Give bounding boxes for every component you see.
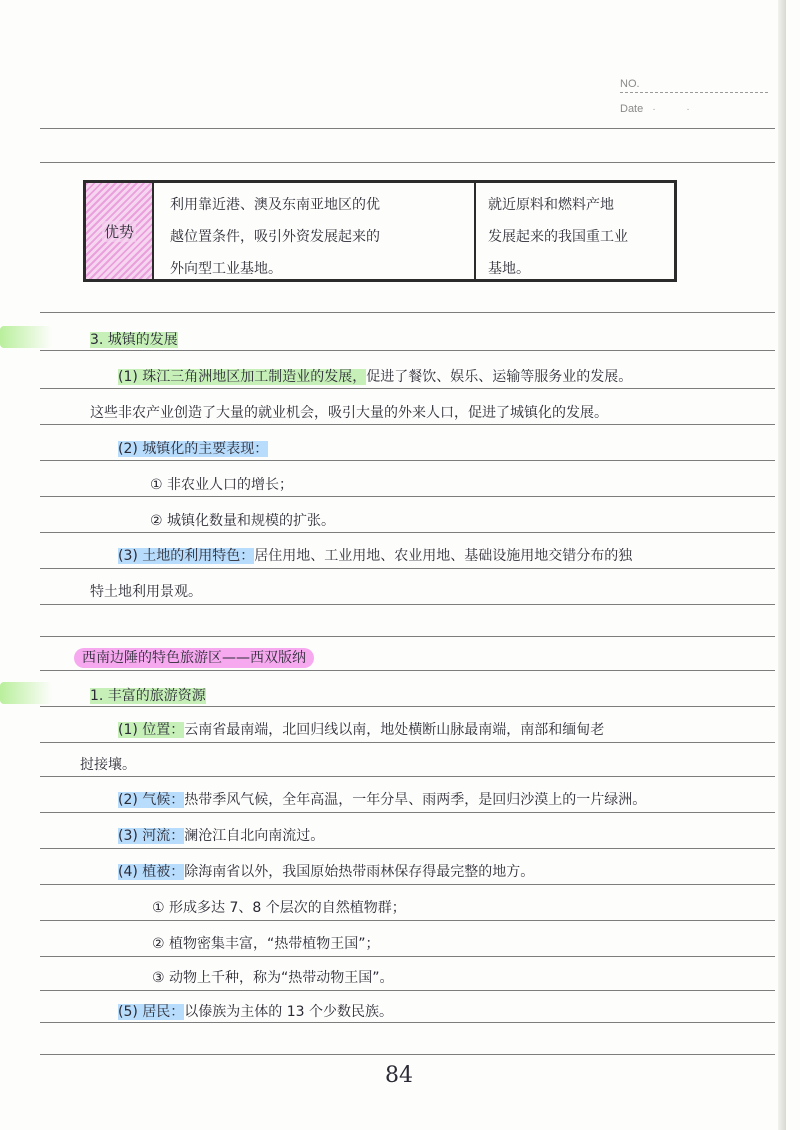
table-text-line: 基地。 [488, 261, 530, 277]
ruled-line [40, 532, 775, 533]
table-text-line: 外向型工业基地。 [170, 261, 282, 277]
list-item: ③ 动物上千种，称为“热带动物王国”。 [152, 970, 394, 986]
comparison-table [83, 180, 677, 282]
highlighter-smear [0, 682, 52, 704]
ruled-line [40, 1054, 775, 1055]
item-text: 云南省最南端，北回归线以南，地处横断山脉最南端，南部和缅甸老 [184, 722, 605, 738]
sub-heading: 1. 丰富的旅游资源 [90, 688, 206, 704]
ruled-line [40, 162, 775, 163]
table-label: 优势 [103, 222, 134, 241]
item-text: 以傣族为主体的 13 个少数民族。 [184, 1004, 393, 1020]
item-text: 促进了餐饮、娱乐、运输等服务业的发展。 [366, 369, 633, 385]
highlighter-smear [0, 326, 52, 348]
paragraph-line [118, 720, 604, 740]
ruled-line [40, 990, 775, 991]
no-dashed-line [620, 92, 768, 93]
table-label-cell [86, 183, 154, 279]
ruled-line [40, 636, 775, 637]
item-label: (4) 植被： [118, 864, 185, 880]
list-item: ② 植物密集丰富，“热带植物王国”； [152, 936, 380, 952]
item-label: (2) 气候： [118, 792, 185, 808]
list-item: ② 城镇化数量和规模的扩张。 [150, 513, 336, 529]
date-label [620, 103, 770, 115]
item-heading: (2) 城镇化的主要表现： [118, 441, 269, 457]
ruled-line [40, 350, 775, 351]
paragraph-line [118, 1002, 393, 1022]
ruled-line [40, 496, 775, 497]
item-text: 澜沧江自北向南流过。 [184, 828, 325, 844]
list-item: ① 形成多达 7、8 个层次的自然植物群； [152, 900, 406, 916]
page-header [620, 78, 770, 115]
paragraph-line: 挝接壤。 [80, 757, 136, 773]
paragraph-line [118, 790, 646, 810]
ruled-line [40, 312, 775, 313]
list-item: ① 非农业人口的增长； [150, 477, 294, 493]
paragraph-line: 这些非农产业创造了大量的就业机会，吸引大量的外来人口，促进了城镇化的发展。 [90, 405, 608, 421]
item-label: (1) 位置： [118, 722, 185, 738]
no-label: NO. [620, 78, 640, 90]
table-cell-heavy-industry [476, 183, 674, 279]
ruled-line [40, 670, 775, 671]
ruled-line [40, 568, 775, 569]
paragraph-line [118, 862, 534, 882]
ruled-line [40, 884, 775, 885]
ruled-line [40, 388, 775, 389]
ruled-line [40, 742, 775, 743]
ruled-line [40, 776, 775, 777]
item-label: (5) 居民： [118, 1004, 185, 1020]
ruled-line [40, 460, 775, 461]
paragraph-line [118, 367, 632, 387]
date-dots: · · [652, 104, 704, 115]
paragraph-line [118, 546, 632, 566]
ruled-line [40, 604, 775, 605]
ruled-line [40, 128, 775, 129]
section-heading: 3. 城镇的发展 [90, 332, 178, 348]
table-text-line: 发展起来的我国重工业 [488, 229, 628, 245]
ruled-line [40, 706, 775, 707]
ruled-line [40, 956, 775, 957]
paragraph-line: 特土地利用景观。 [90, 584, 202, 600]
ruled-line [40, 1022, 775, 1023]
page-number: 84 [385, 1063, 413, 1088]
item-text: 除海南省以外，我国原始热带雨林保存得最完整的地方。 [184, 864, 535, 880]
item-label: (3) 土地的利用特色： [118, 548, 255, 564]
table-cell-pearl-delta [154, 183, 476, 279]
table-text-line: 越位置条件，吸引外资发展起来的 [170, 229, 380, 245]
item-text: 热带季风气候，全年高温，一年分旱、雨两季，是回归沙漠上的一片绿洲。 [184, 792, 647, 808]
page-spine-shadow [778, 0, 786, 1130]
paragraph-line [118, 826, 324, 846]
item-text: 居住用地、工业用地、农业用地、基础设施用地交错分布的独 [254, 548, 633, 564]
date-text: Date [620, 103, 644, 115]
ruled-line [40, 812, 775, 813]
ruled-line [40, 848, 775, 849]
item-label: (3) 河流： [118, 828, 185, 844]
topic-title: 西南边陲的特色旅游区——西双版纳 [74, 648, 314, 668]
ruled-line [40, 424, 775, 425]
table-text-line: 就近原料和燃料产地 [488, 197, 614, 213]
ruled-line [40, 920, 775, 921]
item-label: (1) 珠江三角洲地区加工制造业的发展， [118, 369, 367, 385]
table-text-line: 利用靠近港、澳及东南亚地区的优 [170, 197, 380, 213]
